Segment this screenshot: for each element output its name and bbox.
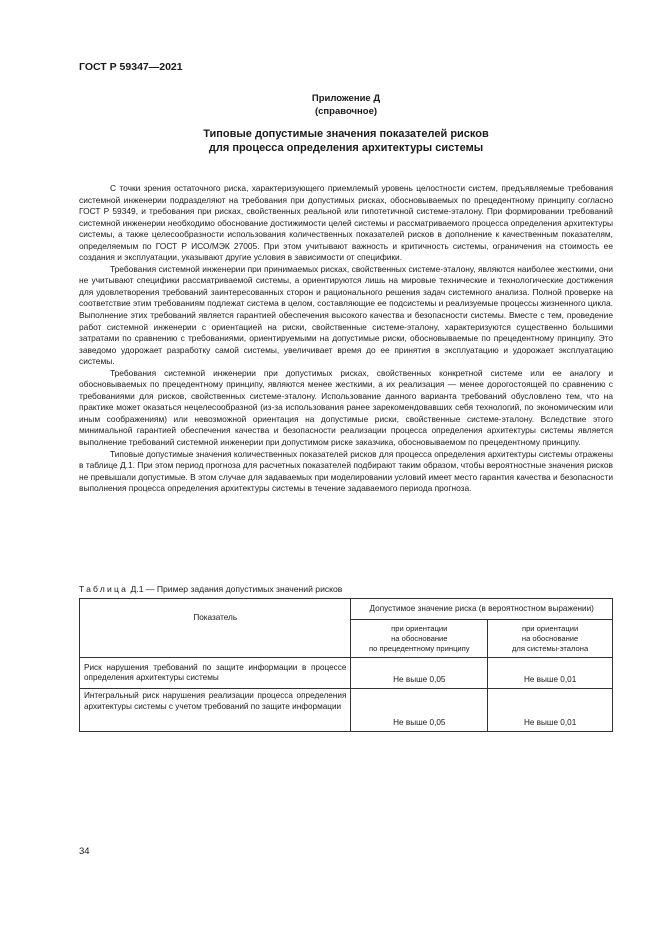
subheader-line: для системы-эталона: [511, 643, 589, 653]
subheader-line: при ориентации: [391, 623, 448, 633]
appendix-title-line-1: Типовые допустимые значения показателей рисков: [203, 128, 489, 140]
paragraph: Типовые допустимые значения количественных показателей рисков для процесса определения архитектуры системы отражены в таблице Д.1. При этом период прогноза для расчетных показателей подбирают таким образом, чтобы вероятностные значения рисков не превышали допустимые. В этом случае для задаваемых при моделировании условий имеет место гарантия качества и безопасности выполнения процесса определения архитектуры системы в течение задаваемого периода прогноза.: [79, 448, 613, 494]
appendix-title: [79, 127, 613, 155]
subheader-line: по прецедентному принципу: [369, 643, 470, 653]
value-cell: Не выше 0,05: [351, 658, 488, 689]
appendix-kind: (справочное): [314, 106, 378, 117]
table-caption-text: Д.1 — Пример задания допустимых значений рисков: [128, 584, 343, 594]
subheader-line: при ориентации: [521, 623, 579, 633]
body-text: [79, 183, 613, 495]
subheader-line: на обоснование: [391, 633, 448, 643]
risk-table: [79, 598, 613, 732]
table-header-row: [80, 599, 613, 620]
table-row: [80, 689, 613, 732]
indicator-cell: Интегральный риск нарушения реализации процесса определения архитектуры системы с учетом требований по защите информации: [80, 689, 351, 732]
document-code: ГОСТ Р 59347—2021: [79, 61, 183, 73]
value-cell: Не выше 0,01: [488, 658, 613, 689]
subheader-reference-system: [488, 620, 613, 658]
table-caption-label: Таблица: [79, 584, 129, 594]
header-indicator: Показатель: [80, 599, 351, 658]
appendix-label: Приложение Д: [311, 93, 381, 104]
paragraph: С точки зрения остаточного риска, характеризующего приемлемый уровень целостности систем, предъявляемые требования системной инженерии подразделяют на требования при допустимых рисках, обосновываемых по прецедентному принципу согласно ГОСТ Р 59349, и требования при рисках, свойственных реальной или гипотетичной системе-эталону. При формировании требований системной инженерии необходимо обоснование достижимости целей системы и рассматриваемого процесса определения архитектуры системы, а также целесообразности использования количественных показателей рисков в дополнение к качественным показателям, определяемым по ГОСТ Р ИСО/МЭК 27005. При этом учитывают важность и критичность системы, ограничения на стоимость ее создания и эксплуатации, указывают другие условия в зависимости от специфики.: [79, 183, 613, 263]
paragraph: Требования системной инженерии при допустимых рисках, свойственных конкретной системе или ее аналогу и обосновываемых по прецедентному принципу, являются менее жесткими, а их реализация — менее дорогостоящей по сравнению с требованиями для рисков, свойственных системе-эталону. Использование данного варианта требований обусловлено тем, что на практике может оказаться нецелесообразной (из-за использования ранее зарекомендовавших себя технологий, по экономическим или иным соображениям) или невозможной ориентация на допустимые риски, свойственные системе-эталону. Вследствие этого минимальной гарантией обеспечения качества и безопасности реализации процесса определения архитектуры системы является выполнение требований системной инженерии при допустимом риске заказчика, обосновываемом по прецедентному принципу.: [79, 367, 613, 448]
indicator-cell: Риск нарушения требований по защите информации в процессе определения архитектуры системы: [80, 658, 351, 689]
subheader-line: на обоснование: [521, 633, 579, 643]
table-caption: [79, 584, 342, 594]
page-number: 34: [79, 846, 90, 857]
value-cell: Не выше 0,01: [488, 689, 613, 732]
table-row: [80, 658, 613, 689]
header-risk-value-group: Допустимое значение риска (в вероятностном выражении): [351, 599, 613, 620]
paragraph: Требования системной инженерии при принимаемых рисках, свойственных системе-эталону, являются наиболее жесткими, они не учитывают специфики рассматриваемой системы, а ориентируются лишь на мировые технические и технологические достижения для удовлетворения требований заинтересованных сторон и рационального решения задач системного анализа. Полной проверке на соответствие этим требованиям подлежат система в целом, составляющие ее подсистемы и реализуемые процессы жизненного цикла. Выполнение этих требований является гарантией обеспечения высокого качества и безопасности системы. Вместе с тем, проведение работ системной инженерии с ориентацией на риски, свойственные системе-эталону, характеризуются существенно большими затратами по сравнению с требованиями, ориентируемыми на допустимые риски, обосновываемые по прецедентному принципу. Это заведомо удорожает разработку самой системы, увеличивает время до ее принятия в эксплуатацию и удорожает эксплуатацию системы.: [79, 263, 613, 367]
subheader-precedent: [351, 620, 488, 658]
value-cell: Не выше 0,05: [351, 689, 488, 732]
appendix-title-line-2: для процесса определения архитектуры системы: [208, 142, 484, 154]
